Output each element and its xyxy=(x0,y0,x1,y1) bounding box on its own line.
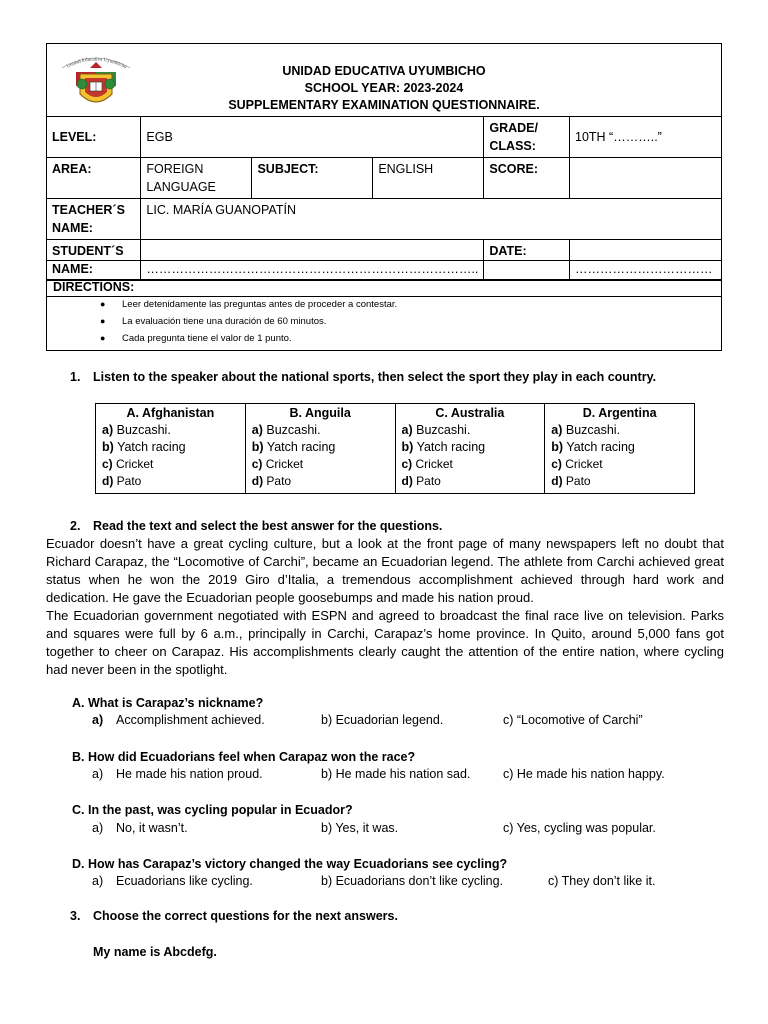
country-title: C. Australia xyxy=(435,406,505,420)
option[interactable]: a) Buzcashi. xyxy=(551,423,621,437)
option[interactable]: a) Buzcashi. xyxy=(102,423,171,437)
option[interactable]: b) Yatch racing xyxy=(551,440,635,454)
school-year: SCHOOL YEAR: 2023-2024 xyxy=(304,81,464,95)
subquestion-c: C. In the past, was cycling popular in Ecuador? xyxy=(72,803,353,817)
grade-label: GRADE/ CLASS: xyxy=(484,117,570,158)
option-a[interactable]: Accomplishment achieved. xyxy=(116,713,265,727)
score-value[interactable] xyxy=(570,158,722,199)
option-c[interactable]: c) He made his nation happy. xyxy=(503,767,665,781)
option[interactable]: c) Cricket xyxy=(551,457,603,471)
option[interactable]: b) Yatch racing xyxy=(251,440,336,454)
option[interactable]: d) Pato xyxy=(401,474,441,488)
sports-table xyxy=(95,403,695,494)
level-label: LEVEL: xyxy=(47,117,141,158)
option-b[interactable]: b) He made his nation sad. xyxy=(321,767,471,781)
option-b[interactable]: b) Yes, it was. xyxy=(321,821,399,835)
answer-1: My name is Abcdefg. xyxy=(93,945,217,959)
directions-title: DIRECTIONS: xyxy=(46,279,722,297)
date-label: DATE: xyxy=(484,240,570,281)
direction-item: ● Leer detenidamente las preguntas antes de proceder a contestar. xyxy=(100,299,398,310)
country-title: B. Anguila xyxy=(289,406,351,420)
exam-title: SUPPLEMENTARY EXAMINATION QUESTIONNAIRE. xyxy=(228,98,540,112)
area-value: FOREIGN LANGUAGE xyxy=(141,158,252,199)
teacher-value: LIC. MARÍA GUANOPATÍN xyxy=(141,199,722,240)
option[interactable]: b) Yatch racing xyxy=(401,440,486,454)
option[interactable]: d) Pato xyxy=(251,474,292,488)
option-c[interactable]: c) They don’t like it. xyxy=(548,874,656,888)
option[interactable]: c) Cricket xyxy=(251,457,304,471)
option[interactable]: b) Yatch racing xyxy=(102,440,186,454)
option-letter: a) xyxy=(92,767,104,781)
direction-item: ● Cada pregunta tiene el valor de 1 punto. xyxy=(100,333,292,344)
score-label: SCORE: xyxy=(484,158,570,199)
option[interactable]: c) Cricket xyxy=(401,457,453,471)
option[interactable]: a) Buzcashi. xyxy=(251,423,321,437)
option-a[interactable]: No, it wasn’t. xyxy=(116,821,188,835)
level-value: EGB xyxy=(141,117,484,158)
student-label: STUDENT´S NAME: xyxy=(47,240,141,281)
student-name-field[interactable]: …………………………………………………………………….. xyxy=(141,240,484,281)
option-letter: a) xyxy=(92,713,104,727)
option[interactable]: d) Pato xyxy=(551,474,591,488)
reading-passage xyxy=(46,535,724,679)
teacher-label: TEACHER´S NAME: xyxy=(47,199,141,240)
option-letter: a) xyxy=(92,821,104,835)
option-c[interactable]: c) “Locomotive of Carchi” xyxy=(503,713,643,727)
direction-item: ● La evaluación tiene una duración de 60 minutos. xyxy=(100,316,327,327)
grade-value[interactable]: 10TH “………..” xyxy=(570,117,722,158)
area-label: AREA: xyxy=(47,158,141,199)
option-b[interactable]: b) Ecuadorian legend. xyxy=(321,713,444,727)
country-title: A. Afghanistan xyxy=(126,406,215,420)
country-column xyxy=(96,404,246,494)
subject-label: SUBJECT: xyxy=(252,158,373,199)
subquestion-d: D. How has Carapaz’s victory changed the way Ecuadorians see cycling? xyxy=(72,857,508,871)
option-letter: a) xyxy=(92,874,104,888)
subquestion-a: A. What is Carapaz’s nickname? xyxy=(72,696,264,710)
school-name: UNIDAD EDUCATIVA UYUMBICHO xyxy=(282,64,486,78)
info-table xyxy=(46,116,722,281)
subquestion-b: B. How did Ecuadorians feel when Carapaz won the race? xyxy=(72,750,416,764)
passage-paragraph-1: Ecuador doesn’t have a great cycling culture, but a look at the front page of many newspapers left no doubt that Richard Carapaz, the “Locomotive of Carchi”, became an Ecuadorian legend. The athlete from Carchi achieved great status when he won the 2019 Giro d’Italia, a tremendous accomplishment achieved through hard work and dedication. He gave the Ecuadorian people goosebumps and made his nation proud. xyxy=(46,536,724,605)
question-2-text: Read the text and select the best answer for the questions. xyxy=(93,519,443,533)
date-field[interactable]: …………………………… xyxy=(570,240,722,281)
subject-value: ENGLISH xyxy=(373,158,484,199)
option[interactable]: a) Buzcashi. xyxy=(401,423,471,437)
option[interactable]: d) Pato xyxy=(102,474,142,488)
question-2-number: 2. xyxy=(70,519,81,533)
question-3-text: Choose the correct questions for the next answers. xyxy=(93,909,398,923)
passage-paragraph-2: The Ecuadorian government negotiated with ESPN and agreed to broadcast the final race live on television. Parks and squares were full by 6 a.m., principally in Carchi, Carapaz’s home province. In Quito, around 5,000 fans got together to cheer on Carapaz. His accomplishments clearly caught the attention of the entire nation, where cycling had never been in the spotlight. xyxy=(46,608,724,677)
option-c[interactable]: c) Yes, cycling was popular. xyxy=(503,821,656,835)
question-3-number: 3. xyxy=(70,909,81,923)
country-column xyxy=(395,404,545,494)
question-1-text: Listen to the speaker about the national sports, then select the sport they play in each country. xyxy=(93,370,657,384)
option-a[interactable]: Ecuadorians like cycling. xyxy=(116,874,253,888)
option-b[interactable]: b) Ecuadorians don’t like cycling. xyxy=(321,874,504,888)
option[interactable]: c) Cricket xyxy=(102,457,154,471)
question-1-number: 1. xyxy=(70,370,81,384)
country-column xyxy=(545,404,695,494)
option-a[interactable]: He made his nation proud. xyxy=(116,767,263,781)
country-title: D. Argentina xyxy=(582,406,657,420)
logo-arc-text: Unidad Educativa Uyumbicho xyxy=(66,57,128,71)
country-column xyxy=(245,404,395,494)
